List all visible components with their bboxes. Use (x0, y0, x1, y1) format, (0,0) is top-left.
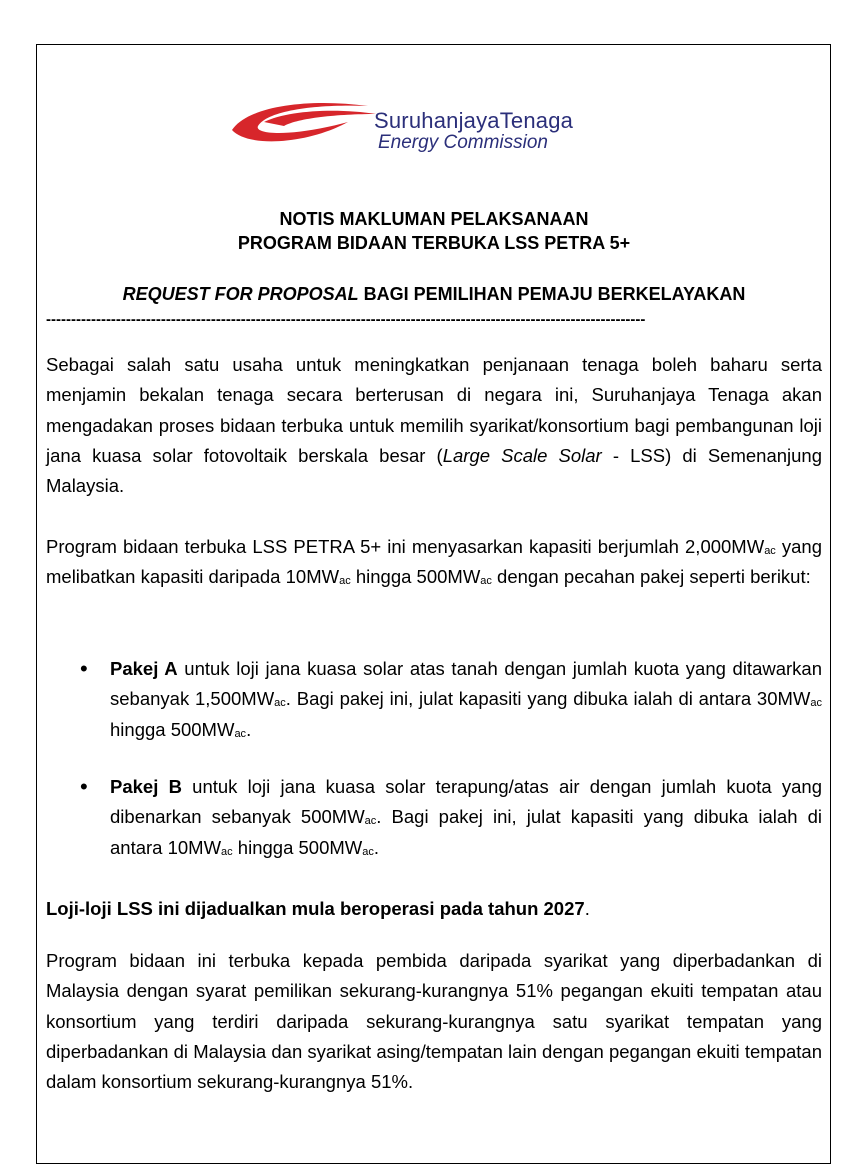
unit-subscript: ac (362, 845, 374, 858)
eligibility-paragraph: Program bidaan ini terbuka kepada pembida daripada syarikat yang diperbadankan di Malaysia dengan syarat pemilikan sekurang-kurangnya 51% pegangan ekuiti tempatan atau konsortium yang terdiri daripada sekurang-kurangnya satu syarikat tempatan yang diperbadankan di Malaysia dan syarikat asing/tempatan lain dengan pegangan ekuiti tempatan dalam konsortium sekurang-kurangnya 51%. (46, 950, 822, 1093)
package-a-label: Pakej A (110, 658, 178, 679)
package-b-label: Pakej B (110, 776, 182, 797)
intro-text-2: - LSS) di Semenanjung Malaysia. (46, 444, 823, 497)
dashed-separator: ------------------------------------------------------------------------------------------------------------------------ (46, 311, 646, 328)
package-b-text-2: . Bagi pakej ini, julat kapasiti yang dibuka ialah di antara 10MW (110, 806, 822, 858)
unit-subscript: ac (234, 727, 247, 740)
package-b-text-3: hingga 500MW (232, 836, 363, 858)
notice-title: NOTIS MAKLUMAN PELAKSANAAN (279, 209, 589, 229)
energy-commission-logo (228, 96, 648, 158)
unit-subscript: ac (274, 697, 286, 710)
operation-date-paragraph (46, 894, 822, 924)
unit-subscript: ac (764, 545, 776, 557)
unit-subscript: ac (480, 575, 492, 588)
package-a-text (110, 654, 822, 745)
unit-subscript: ac (221, 845, 233, 858)
package-a-text-4: . (246, 718, 252, 740)
operation-date-rest: . (584, 898, 590, 919)
package-a-text-1: untuk loji jana kuasa solar atas tanah dengan jumlah kuota yang ditawarkan sebanyak 1,500MW (110, 658, 822, 710)
package-b-text (110, 772, 822, 863)
capacity-text-2: yang melibatkan kapasiti daripada 10MW (46, 536, 822, 588)
capacity-text-3: hingga 500MW (350, 566, 481, 588)
intro-paragraph (46, 350, 822, 501)
rfp-italic: REQUEST FOR PROPOSAL (122, 284, 359, 304)
logo-name-malay: SuruhanjayaTenaga (374, 108, 574, 133)
unit-subscript: ac (810, 697, 822, 710)
intro-text-1: Sebagai salah satu usaha untuk meningkatkan penjanaan tenaga boleh baharu serta menjamin bekalan tenaga secara berterusan di negara ini, Suruhanjaya Tenaga akan mengadakan proses bidaan terbuka untuk memilih syarikat/konsortium bagi pembangunan loji jana kuasa solar fotovoltaik berskala besar ( (46, 354, 822, 466)
intro-italic-term: Large Scale Solar (442, 444, 602, 466)
bullet-icon: • (80, 656, 88, 681)
unit-subscript: ac (364, 815, 377, 828)
logo-name-english: Energy Commission (378, 132, 548, 153)
operation-date-bold: Loji-loji LSS ini dijadualkan mula beroperasi pada tahun 2027 (46, 898, 585, 919)
unit-subscript: ac (339, 575, 351, 588)
capacity-text-1: Program bidaan terbuka LSS PETRA 5+ ini menyasarkan kapasiti berjumlah 2,000MW (46, 536, 765, 557)
capacity-text-4: dengan pecahan pakej seperti berikut: (491, 566, 811, 588)
package-a-text-2: . Bagi pakej ini, julat kapasiti yang dibuka ialah di antara 30MW (285, 688, 811, 710)
swoosh-logo-icon (228, 96, 378, 158)
package-b-text-1: untuk loji jana kuasa solar terapung/atas air dengan jumlah kuota yang dibenarkan sebanyak 500MW (110, 776, 822, 828)
program-title: PROGRAM BIDAAN TERBUKA LSS PETRA 5+ (237, 233, 631, 253)
capacity-paragraph (46, 532, 822, 593)
package-a-text-3: hingga 500MW (110, 718, 235, 740)
package-b-text-4: . (373, 836, 380, 858)
rfp-subtitle (46, 283, 822, 305)
rfp-rest: BAGI PEMILIHAN PEMAJU BERKELAYAKAN (358, 284, 746, 304)
bullet-icon: • (80, 774, 88, 799)
